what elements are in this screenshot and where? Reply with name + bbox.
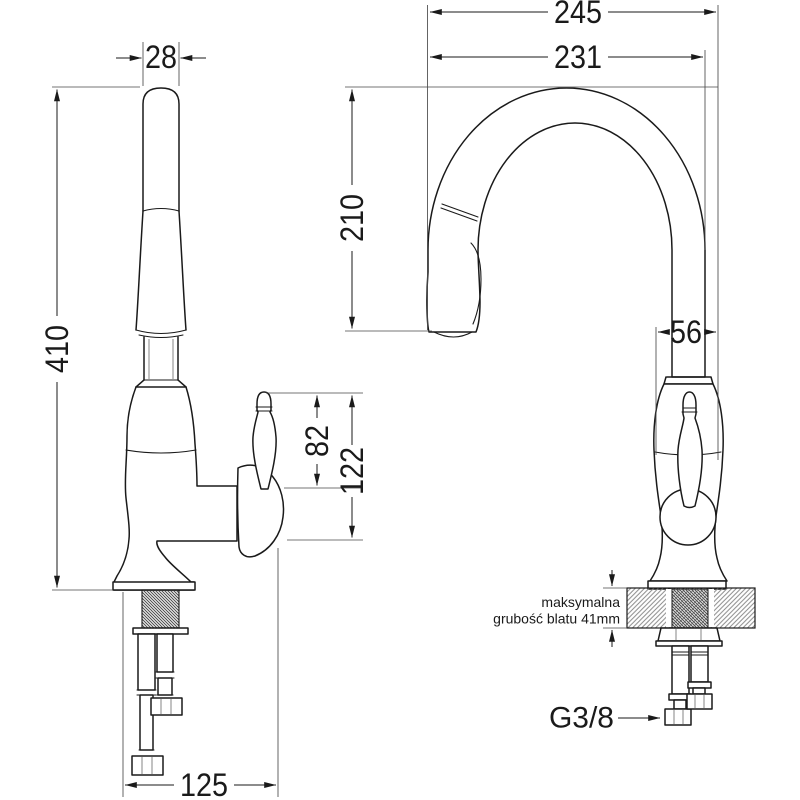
locknut: [656, 628, 722, 646]
supply-hoses: [132, 634, 182, 775]
thread-callout: [549, 702, 660, 735]
front-view: [334, 0, 755, 735]
dim-counter-thickness: [493, 570, 627, 647]
hose-nut: [687, 694, 712, 709]
hose-nut: [132, 756, 163, 775]
thread-stem-front: [672, 588, 708, 628]
side-view: [39, 39, 370, 800]
counter-note-line1: maksymalna: [541, 594, 620, 610]
gooseneck-spout: [427, 88, 705, 377]
dim-label-lever-span: 122: [334, 441, 370, 495]
dim-label-overall-reach: 245: [554, 0, 602, 30]
dim-total-height: [39, 87, 140, 590]
dim-label-spout-height: 210: [334, 188, 370, 242]
thread-label: G3/8: [548, 701, 614, 735]
spray-handle: [136, 88, 186, 338]
dim-label-head-width: 28: [145, 39, 177, 75]
hose-nut: [665, 709, 691, 725]
faucet-body: [113, 387, 237, 590]
counter-note-line2: grubość blatu 41mm: [493, 610, 620, 627]
hose-nut: [151, 698, 182, 715]
thread-stem: [142, 590, 179, 628]
dim-label-total-height: 410: [39, 319, 75, 373]
mounting-plate: [133, 628, 188, 634]
neck-collar-front: [664, 377, 713, 384]
dim-head-width: [116, 39, 206, 86]
neck: [136, 337, 186, 390]
supply-hoses-front: [665, 646, 712, 725]
dim-label-spout-reach: 231: [554, 39, 602, 75]
dim-label-body-width: 56: [670, 314, 702, 350]
countertop-slab: [627, 588, 755, 628]
base-plate: [113, 582, 195, 590]
dim-label-lever-height: 82: [299, 421, 335, 457]
dim-lever-span: [287, 396, 370, 541]
dim-label-base-reach: 125: [180, 767, 228, 800]
